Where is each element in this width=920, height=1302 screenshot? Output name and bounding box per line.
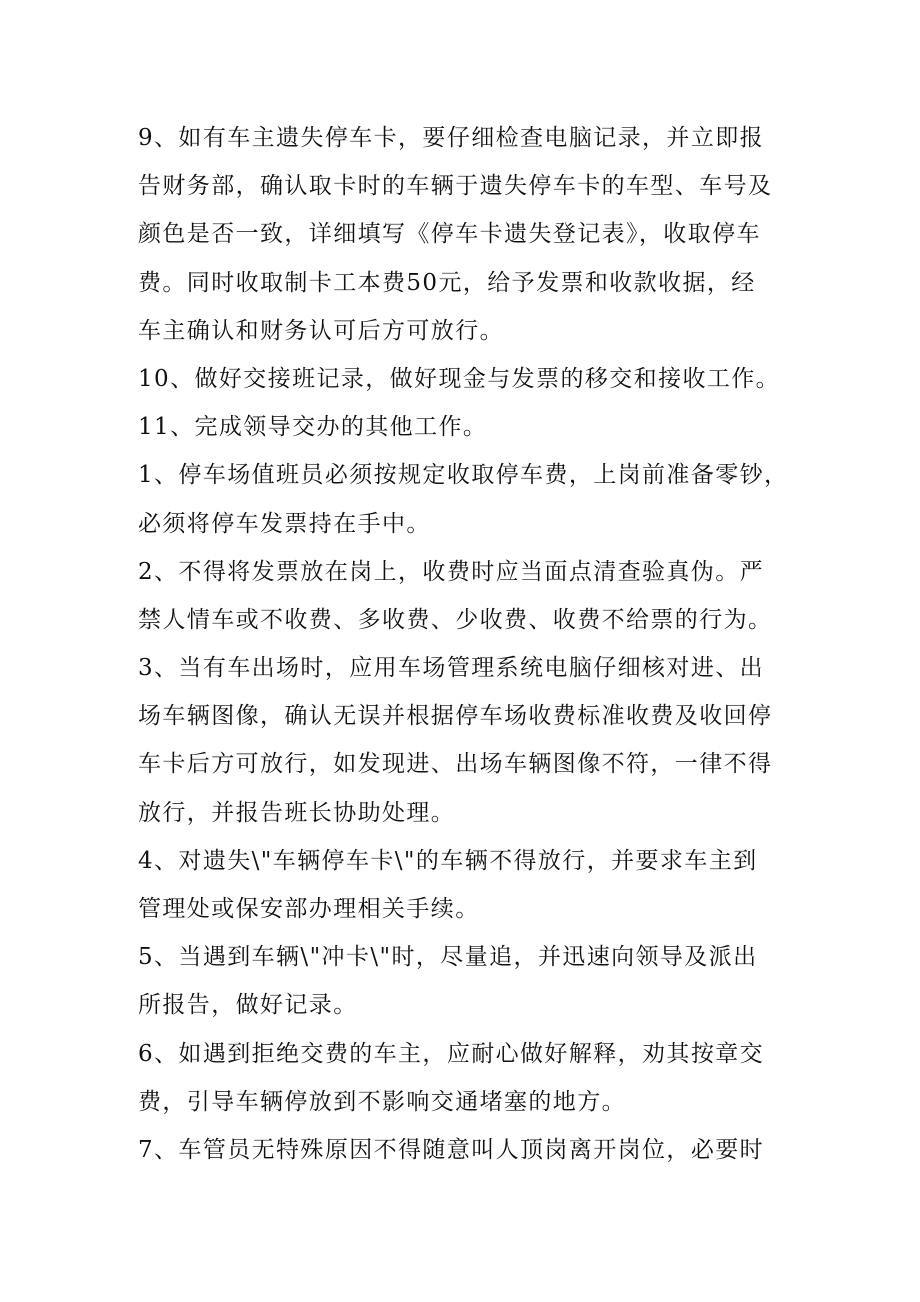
- paragraph-item-6: [138, 1030, 806, 1126]
- paragraph-item-3: [138, 644, 806, 837]
- text-line: 费。同时收取制卡工本费50元，给予发票和收款收据，经: [138, 269, 756, 296]
- text-line: 5、当遇到车辆\"冲卡\"时，尽量追，并迅速向领导及派出: [138, 944, 758, 971]
- text-line: 11、完成领导交办的其他工作。: [138, 414, 488, 441]
- paragraph-item-11: [138, 403, 806, 451]
- text-line: 所报告，做好记录。: [138, 992, 358, 1019]
- text-line: 费，引导车辆停放到不影响交通堵塞的地方。: [138, 1088, 626, 1115]
- paragraph-item-1: [138, 451, 806, 547]
- text-line: 1、停车场值班员必须按规定收取停车费，上岗前准备零钞，: [138, 462, 789, 489]
- text-line: 管理处或保安部办理相关手续。: [138, 896, 480, 922]
- text-line: 3、当有车出场时，应用车场管理系统电脑仔细核对进、出: [138, 655, 765, 682]
- document-body: [138, 114, 806, 1174]
- text-line: 7、车管员无特殊原因不得随意叫人顶岗离开岗位，必要时: [138, 1136, 765, 1163]
- text-line: 10、做好交接班记录，做好现金与发票的移交和接收工作。: [138, 365, 781, 392]
- text-line: 告财务部，确认取卡时的车辆于遗失停车卡的车型、车号及: [138, 173, 773, 200]
- text-line: 颜色是否一致，详细填写《停车卡遗失登记表》，收取停车: [138, 221, 761, 248]
- paragraph-item-5: [138, 933, 806, 1029]
- text-line: 必须将停车发票持在手中。: [138, 510, 431, 537]
- paragraph-item-2: [138, 548, 806, 644]
- paragraph-item-4: [138, 837, 806, 933]
- text-line: 4、对遗失\"车辆停车卡\"的车辆不得放行，并要求车主到: [138, 847, 758, 874]
- text-line: 9、如有车主遗失停车卡，要仔细检查电脑记录，并立即报: [138, 125, 765, 151]
- text-line: 车主确认和财务认可后方可放行。: [138, 317, 504, 344]
- text-line: 2、不得将发票放在岗上，收费时应当面点清查验真伪。严: [138, 558, 765, 585]
- text-line: 场车辆图像，确认无误并根据停车场收费标准收费及收回停: [138, 703, 773, 730]
- text-line: 放行，并报告班长协助处理。: [138, 799, 456, 826]
- paragraph-item-9: [138, 114, 806, 355]
- text-line: 车卡后方可放行，如发现进、出场车辆图像不符，一律不得: [138, 751, 773, 778]
- text-line: 禁人情车或不收费、多收费、少收费、收费不给票的行为。: [138, 606, 773, 633]
- paragraph-item-7: [138, 1126, 806, 1174]
- text-line: 6、如遇到拒绝交费的车主，应耐心做好解释，劝其按章交: [138, 1040, 765, 1067]
- paragraph-item-10: [138, 355, 806, 403]
